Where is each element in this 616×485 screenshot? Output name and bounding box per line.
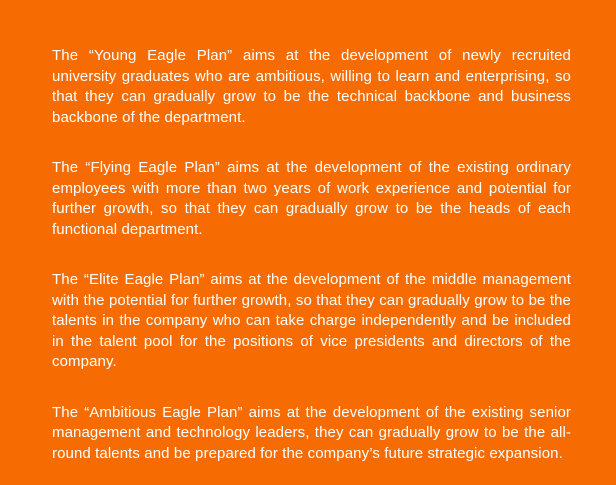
ambitious-eagle-plan-paragraph: The “Ambitious Eagle Plan” aims at the development of the existing senior management and technology leaders, they can gradually grow to be the all-round talents and be prepared for the company’s future strategic expansion. — [52, 403, 571, 462]
young-eagle-plan-paragraph: The “Young Eagle Plan” aims at the development of newly recruited university graduates who are ambitious, willing to learn and enterprising, so that they can gradually grow to be the technical backbone and business backbone of the department. — [52, 47, 571, 126]
flying-eagle-plan-paragraph: The “Flying Eagle Plan” aims at the development of the existing ordinary employees with more than two years of work experience and potential for further growth, so that they can gradually grow to be the heads of each functional department. — [52, 159, 571, 238]
elite-eagle-plan-paragraph: The “Elite Eagle Plan” aims at the development of the middle management with the potential for further growth, so that they can gradually grow to be the talents in the company who can take charge independently and be included in the talent pool for the positions of vice presidents and directors of the company. — [52, 271, 571, 370]
